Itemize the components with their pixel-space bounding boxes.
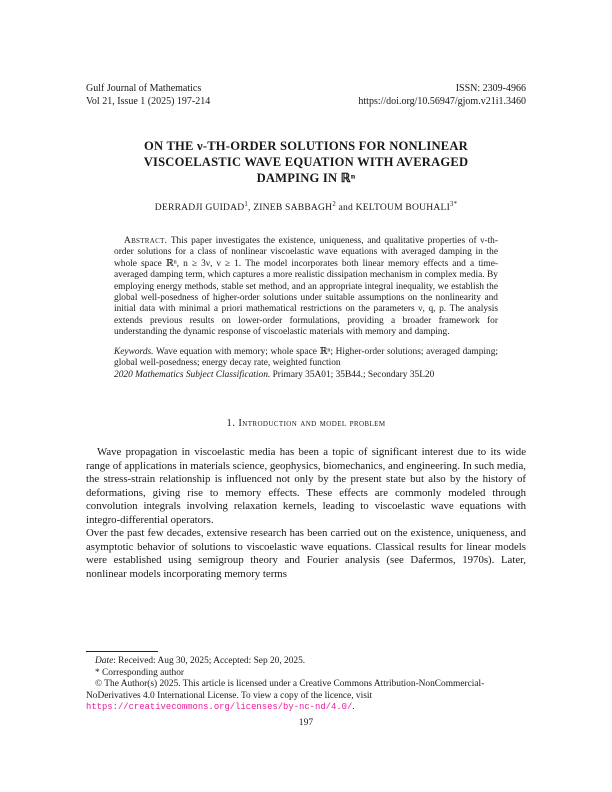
section-number: 1.: [226, 418, 236, 430]
abstract: [114, 236, 498, 339]
license-text: © The Author(s) 2025. This article is licensed under a Creative Commons Attribution-NonCommercial-NoDerivatives 4.0 International License. To view a copy of the licence, visit: [86, 679, 485, 701]
author-separator: and: [335, 201, 356, 213]
page-number: 197: [298, 717, 314, 728]
author-3-affiliation-mark: 3*: [450, 200, 458, 208]
license-suffix: .: [352, 702, 355, 713]
license-footnote: [86, 679, 526, 714]
journal-header: [86, 82, 526, 108]
date-text: : Received: Aug 30, 2025; Accepted: Sep 20, 2025.: [113, 656, 306, 666]
journal-header-left: [86, 82, 210, 108]
corresponding-author-footnote: * Corresponding author: [95, 667, 185, 678]
paper-title-line3: DAMPING IN ℝⁿ: [256, 170, 356, 185]
issn: ISSN: 2309-4966: [455, 83, 526, 94]
date-label: Date: [95, 656, 114, 666]
author-1-affiliation-mark: 1: [244, 200, 249, 208]
keywords-label: Keywords.: [114, 346, 154, 357]
abstract-text: This paper investigates the existence, uniqueness, and qualitative properties of ν-th-order solutions for a class of nonlinear viscoelastic wave equations with averaged damping in the whole space ℝⁿ, n ≥ 3ν, ν ≥ 1. The model incorporates both linear memory effects and a time-averaged damping term, which captures a more realistic dissipation mechanism in complex media. By employing energy methods, stable set method, and an appropriate integral inequality, we establish the global well-posedness of higher-order solutions under suitable assumptions on the nonlinearity and initial data with minimal a priori mathematical restrictions on the parameters ν, q, p. The analysis extends previous results on lower-order formulations, providing a broader framework for understanding the dynamic response of viscoelastic materials with memory and damping.: [114, 235, 498, 338]
body-text: [86, 446, 526, 581]
author-separator: ,: [248, 201, 254, 213]
journal-header-right: [358, 82, 526, 108]
author-2-affiliation-mark: 2: [332, 200, 336, 208]
msc-text: Primary 35A01; 35B44.; Secondary 35L20: [272, 369, 435, 380]
keywords-block: [114, 347, 498, 381]
intro-paragraph-2: Over the past few decades, extensive research has been carried out on the existence, uniqueness, and asymptotic behavior of solutions to viscoelastic wave equations. Classical results for linear models were established using semigroup theory and Fourier analysis (see Dafermos, 1970s). Later, nonlinear models incorporating memory terms: [86, 527, 526, 580]
intro-paragraph-1: Wave propagation in viscoelastic media has been a topic of significant interest due to its wide range of applications in materials science, geophysics, biomechanics, and engineering. In such media, the stress-strain relationship is influenced not only by the present state but also by the history of deformations, giving rise to memory effects. These effects are commonly modeled through convolution integrals involving relaxation kernels, leading to viscoelastic wave equations with integro-differential operators.: [86, 446, 526, 526]
abstract-label: Abstract.: [124, 235, 168, 246]
author-1-name: DERRADJI GUIDAD: [154, 201, 245, 213]
journal-name: Gulf Journal of Mathematics: [86, 83, 202, 94]
author-2-name: ZINEB SABBAGH: [253, 201, 333, 213]
date-footnote: [86, 656, 526, 668]
paper-title-line2: VISCOELASTIC WAVE EQUATION WITH AVERAGED: [143, 154, 469, 169]
authors-line: [86, 202, 526, 213]
volume-info: Vol 21, Issue 1 (2025) 197-214: [86, 96, 211, 107]
license-url-link[interactable]: https://creativecommons.org/licenses/by-nc-nd/4.0/: [86, 702, 353, 713]
section-heading: [86, 418, 526, 429]
paper-title-line1: ON THE ν-TH-ORDER SOLUTIONS FOR NONLINEAR: [144, 139, 468, 153]
keywords-text: Wave equation with memory; whole space ℝⁿ; Higher-order solutions; averaged damping; global well-posedness; energy decay rate, weighted function: [114, 346, 498, 369]
footnote-area: [86, 651, 526, 714]
author-3-name: KELTOUM BOUHALI: [355, 201, 450, 213]
msc-label: 2020 Mathematics Subject Classification.: [114, 369, 271, 380]
footnote-rule: [86, 651, 158, 652]
section-title: Introduction and model problem: [238, 418, 386, 430]
doi: https://doi.org/10.56947/gjom.v21i1.3460: [358, 96, 526, 107]
paper-title: [86, 139, 526, 187]
